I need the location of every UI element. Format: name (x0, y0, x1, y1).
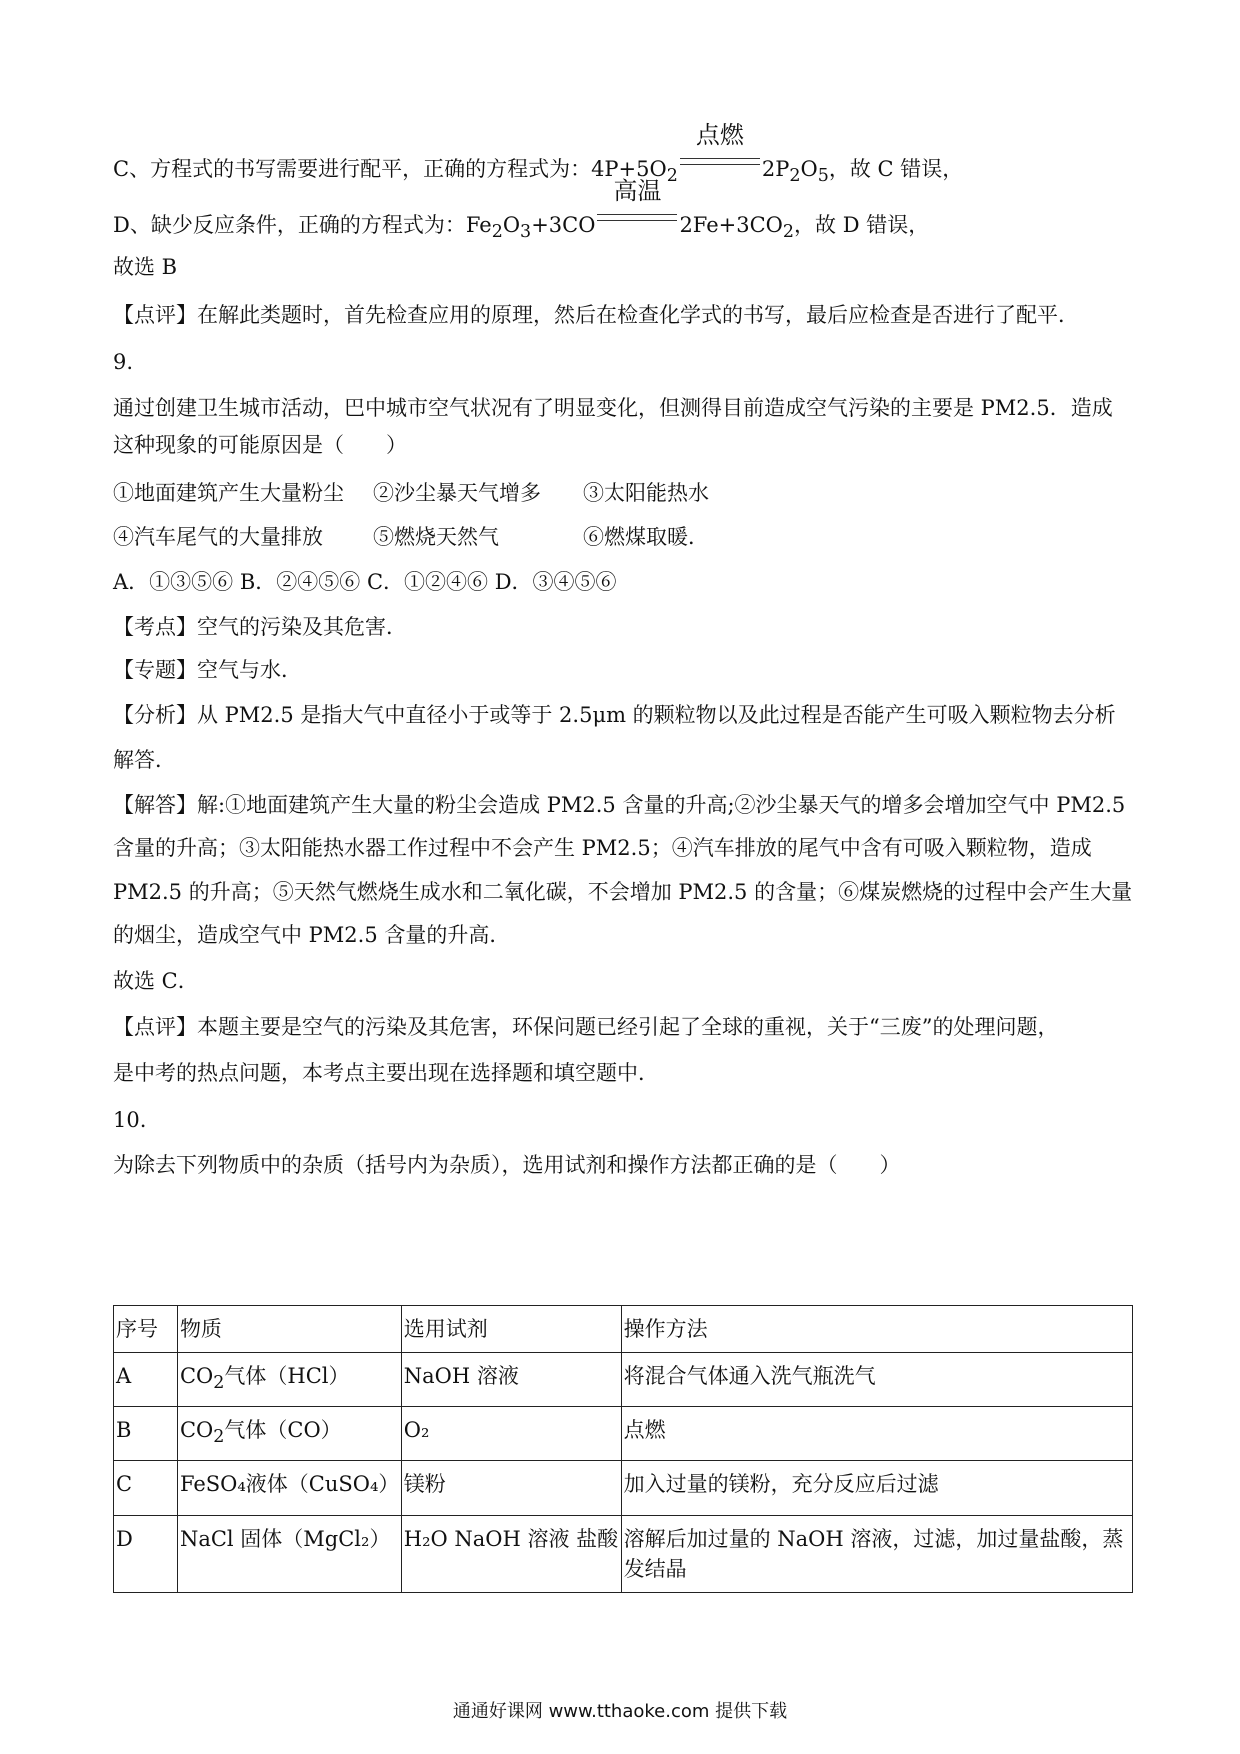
equals-bar (597, 214, 677, 221)
subscript: 2 (666, 166, 678, 187)
subscript: 2 (213, 1427, 225, 1448)
question-9-choose: 故选 C． (113, 969, 199, 993)
text: 气体（HCl） (224, 1364, 350, 1388)
option-5: ⑤燃烧天然气 (373, 525, 499, 549)
question-9-solution-2: 含量的升高；③太阳能热水器工作过程中不会产生 PM2.5；④汽车排放的尾气中含有可吸入颗粒物，造成 (113, 836, 1092, 860)
method-cell: 点燃 (621, 1407, 1132, 1461)
text: CO (179, 1364, 214, 1388)
text: 2P (761, 157, 790, 181)
choose-b: 故选 B (113, 255, 178, 279)
reagent-cell: O₂ (401, 1407, 621, 1461)
option-1: ①地面建筑产生大量粉尘 (113, 481, 344, 505)
review-8: 【点评】在解此类题时，首先检查应用的原理，然后在检查化学式的书写，最后应检查是否进行了配平． (113, 303, 1079, 327)
question-9-kaodian: 【考点】空气的污染及其危害． (113, 615, 407, 639)
question-10-number: 10. (113, 1108, 147, 1132)
text: NaCl 固体（MgCl₂） (179, 1526, 391, 1551)
text: ，故 C 错误， (828, 157, 964, 181)
question-9-stem-2: 这种现象的可能原因是（ ） (113, 433, 407, 457)
substance-cell (177, 1353, 401, 1407)
substance-cell (177, 1515, 401, 1592)
table-row (114, 1353, 1133, 1407)
subscript: 2 (491, 222, 503, 243)
text: O (502, 213, 521, 237)
reaction-arrow (680, 121, 760, 176)
row-id: D (114, 1515, 178, 1592)
reagent-cell: NaOH 溶液 (401, 1353, 621, 1407)
table-header-row (114, 1306, 1133, 1353)
text: CO (179, 1418, 214, 1443)
text: C、方程式的书写需要进行配平，正确的方程式为：4P+5O (113, 157, 667, 181)
equals-bar (680, 158, 760, 165)
impurity-table (113, 1305, 1133, 1593)
option-4: ④汽车尾气的大量排放 (113, 525, 323, 549)
option-3: ③太阳能热水 (583, 481, 709, 505)
row-id: A (114, 1353, 178, 1407)
page-footer: 通通好课网 www.tthaoke.com 提供下载 (452, 1701, 788, 1722)
question-9-review-2: 是中考的热点问题，本考点主要出现在选择题和填空题中． (113, 1061, 659, 1085)
subscript: 3 (520, 222, 532, 243)
substance-cell (177, 1407, 401, 1461)
question-9-choices: A．①③⑤⑥ B．②④⑤⑥ C．①②④⑥ D．③④⑤⑥ (113, 570, 617, 594)
substance-cell (177, 1461, 401, 1515)
row-id: B (114, 1407, 178, 1461)
question-9-zhuanti: 【专题】空气与水． (113, 658, 302, 682)
text: D、缺少反应条件，正确的方程式为：Fe (113, 213, 492, 237)
text: 2Fe+3CO (679, 213, 783, 237)
text: +3CO (531, 213, 596, 237)
method-cell: 溶解后加过量的 NaOH 溶液，过滤，加过量盐酸，蒸发结晶 (621, 1515, 1132, 1592)
question-9-number: 9. (113, 350, 134, 374)
subscript: 2 (782, 222, 795, 243)
method-cell: 加入过量的镁粉，充分反应后过滤 (621, 1461, 1132, 1515)
table-row (114, 1461, 1133, 1515)
header-cell: 序号 (114, 1306, 178, 1353)
question-9-solution-4: 的烟尘，造成空气中 PM2.5 含量的升高． (113, 923, 511, 947)
reaction-arrow (597, 177, 677, 232)
table-row (114, 1515, 1133, 1592)
subscript: 2 (213, 1373, 225, 1394)
text: ，故 D 错误， (794, 213, 930, 237)
question-9-stem-1: 通过创建卫生城市活动，巴中城市空气状况有了明显变化，但测得目前造成空气污染的主要是 PM2.5．造成 (113, 396, 1113, 420)
reagent-cell: H₂O NaOH 溶液 盐酸 (401, 1515, 621, 1592)
row-id: C (114, 1461, 178, 1515)
header-cell: 选用试剂 (401, 1306, 621, 1353)
subscript: 5 (817, 166, 829, 187)
option-6: ⑥燃煤取暖． (583, 525, 709, 549)
option-2: ②沙尘暴天气增多 (373, 481, 541, 505)
text: FeSO₄液体（CuSO₄） (179, 1472, 400, 1497)
text: 气体（CO） (224, 1418, 342, 1443)
question-10-stem: 为除去下列物质中的杂质（括号内为杂质），选用试剂和操作方法都正确的是（ ） (113, 1153, 901, 1177)
question-9-analysis-2: 解答． (113, 748, 176, 772)
table-row (114, 1407, 1133, 1461)
question-9-analysis-1: 【分析】从 PM2.5 是指大气中直径小于或等于 2.5μm 的颗粒物以及此过程是否能产生可吸入颗粒物去分析 (113, 703, 1116, 727)
subscript: 2 (789, 166, 801, 187)
reaction-condition: 高温 (613, 177, 662, 205)
text: O (800, 157, 818, 181)
answer-d-line (113, 177, 1133, 247)
question-9-solution-3: PM2.5 的升高；⑤天然气燃烧生成水和二氧化碳，不会增加 PM2.5 的含量；⑥煤炭燃烧的过程中会产生大量 (113, 880, 1133, 904)
method-cell: 将混合气体通入洗气瓶洗气 (621, 1353, 1132, 1407)
header-cell: 操作方法 (621, 1306, 1132, 1353)
reagent-cell: 镁粉 (401, 1461, 621, 1515)
question-9-review-1: 【点评】本题主要是空气的污染及其危害，环保问题已经引起了全球的重视，关于“三废”的处理问题， (113, 1015, 1059, 1039)
question-9-solution-1: 【解答】解:①地面建筑产生大量的粉尘会造成 PM2.5 含量的升高;②沙尘暴天气的增多会增加空气中 PM2.5 (113, 793, 1126, 817)
reaction-condition: 点燃 (695, 121, 744, 149)
header-cell: 物质 (177, 1306, 401, 1353)
